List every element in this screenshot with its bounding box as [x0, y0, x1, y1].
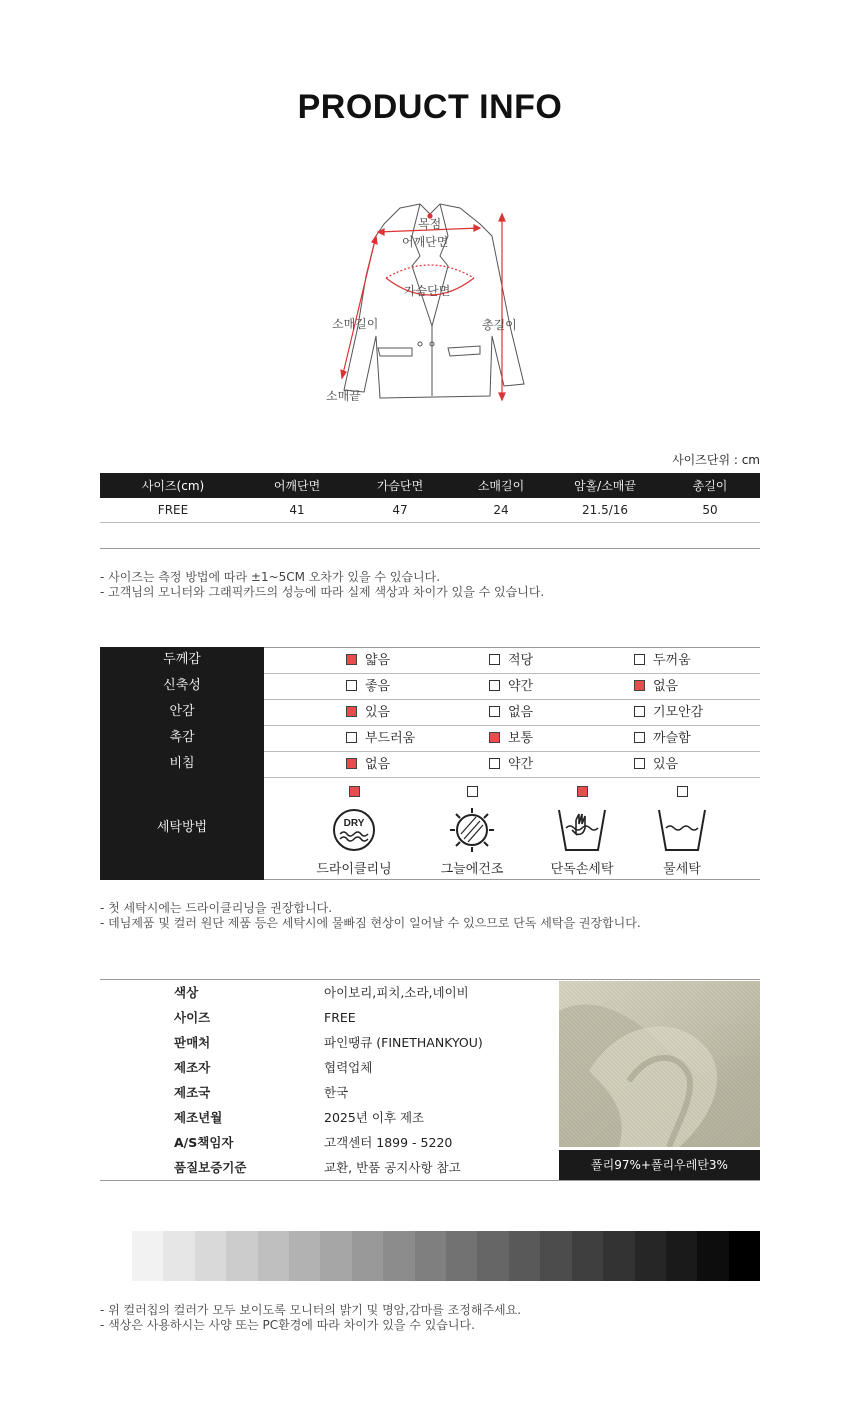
option-label: 없음 [653, 679, 679, 694]
gray-chip [635, 1231, 666, 1281]
info-key: 제조국 [174, 1085, 211, 1100]
option-label: 까슬함 [653, 731, 691, 746]
jacket-size-diagram [320, 196, 540, 416]
option-label: 없음 [508, 705, 534, 720]
info-key: 색상 [174, 985, 199, 1000]
gray-chip [132, 1231, 163, 1281]
gray-chip [163, 1231, 194, 1281]
cell-size: FREE [100, 498, 246, 522]
header-size: 사이즈(cm) [100, 473, 246, 498]
option [634, 700, 703, 726]
checkbox [489, 654, 500, 665]
color-notes [100, 1303, 521, 1333]
checkbox-checked [489, 732, 500, 743]
neck-label: 목점 [418, 217, 442, 231]
option-label: 약간 [508, 679, 534, 694]
checkbox [634, 706, 645, 717]
gray-chip [666, 1231, 697, 1281]
gray-chip [415, 1231, 446, 1281]
total-length-label: 총길이 [482, 318, 517, 332]
option-label: 없음 [365, 757, 391, 772]
header-shoulder: 어깨단면 [246, 473, 348, 498]
option [634, 648, 691, 674]
color-note: - 색상은 사용하시는 사양 또는 PC환경에 따라 차이가 있을 수 있습니다. [100, 1318, 475, 1332]
gray-chip [477, 1231, 508, 1281]
size-notes [100, 570, 544, 600]
option [634, 726, 691, 752]
wash-item-label: 단독손세탁 [550, 862, 614, 877]
info-key: A/S책임자 [174, 1135, 234, 1150]
checkbox [677, 786, 688, 797]
cell-armhole: 21.5/16 [550, 498, 660, 522]
table-row [100, 498, 760, 522]
fabric-row-label: 안감 [100, 699, 264, 726]
wash-notes [100, 901, 641, 931]
chest-label: 가슴단면 [404, 284, 451, 298]
fabric-row-label: 비침 [100, 751, 264, 778]
info-value: 2025년 이후 제조 [324, 1110, 425, 1125]
cell-chest: 47 [348, 498, 452, 522]
info-value: 고객센터 1899 - 5220 [324, 1135, 453, 1150]
checkbox [467, 786, 478, 797]
info-value: FREE [324, 1010, 356, 1025]
option [489, 674, 533, 700]
size-table-header [100, 473, 760, 498]
water-wash-icon [654, 806, 710, 852]
gray-chip [258, 1231, 289, 1281]
header-chest: 가슴단면 [348, 473, 452, 498]
option [346, 700, 390, 726]
wash-item [532, 778, 632, 880]
table-row-empty [100, 522, 760, 548]
checkbox [346, 680, 357, 691]
wash-item [422, 778, 522, 880]
option-label: 약간 [508, 757, 534, 772]
option [346, 752, 390, 778]
option-label: 보통 [508, 731, 534, 746]
option-label: 부드러움 [365, 731, 416, 746]
info-value: 교환, 반품 공지사항 참고 [324, 1160, 461, 1175]
gray-chip [195, 1231, 226, 1281]
checkbox-checked [577, 786, 588, 797]
sleeve-length-label: 소매길이 [332, 317, 379, 331]
header-sleeve: 소매길이 [452, 473, 550, 498]
gray-chip [572, 1231, 603, 1281]
size-unit-label: 사이즈단위 : cm [672, 453, 760, 467]
material-composition: 폴리97%+폴리우레탄3% [559, 1150, 760, 1180]
option [489, 726, 533, 752]
wash-item-label: 물세탁 [663, 862, 701, 877]
option [489, 752, 533, 778]
checkbox-checked [634, 680, 645, 691]
dry-clean-icon [326, 806, 382, 852]
gray-chip [697, 1231, 728, 1281]
checkbox [489, 758, 500, 769]
option [346, 674, 390, 700]
gray-chip [509, 1231, 540, 1281]
option-label: 좋음 [365, 679, 391, 694]
shoulder-label: 어깨단면 [402, 235, 449, 249]
gray-chip [352, 1231, 383, 1281]
cell-shoulder: 41 [246, 498, 348, 522]
checkbox [489, 706, 500, 717]
option-label: 두꺼움 [653, 653, 691, 668]
gray-chip [729, 1231, 760, 1281]
fabric-row-label: 신축성 [100, 673, 264, 700]
cell-sleeve: 24 [452, 498, 550, 522]
checkbox-checked [346, 706, 357, 717]
info-value: 파인땡큐 (FINETHANKYOU) [324, 1035, 483, 1050]
checkbox [489, 680, 500, 691]
option [346, 648, 390, 674]
option [634, 674, 678, 700]
wash-note: - 데님제품 및 컬러 원단 제품 등은 세탁시에 물빠짐 현상이 일어날 수 있으므로 단독 세탁을 권장합니다. [100, 916, 641, 930]
page-title: PRODUCT INFO [297, 88, 563, 126]
product-info-table [100, 979, 760, 1181]
option [346, 726, 415, 752]
header-armhole: 암홀/소매끝 [550, 473, 660, 498]
fabric-row-label: 촉감 [100, 725, 264, 752]
wash-item [304, 778, 404, 880]
info-value: 아이보리,피치,소라,네이비 [324, 985, 469, 1000]
wash-note: - 첫 세탁시에는 드라이클리닝을 권장합니다. [100, 901, 333, 915]
gray-chip [446, 1231, 477, 1281]
checkbox-checked [346, 758, 357, 769]
size-table [100, 473, 760, 549]
info-key: 제조년월 [174, 1110, 223, 1125]
sleeve-end-label: 소매끝 [326, 389, 361, 403]
wash-item-label: 그늘에건조 [440, 862, 504, 877]
info-value: 협력업체 [324, 1060, 373, 1075]
gray-chip [540, 1231, 571, 1281]
header-total: 총길이 [660, 473, 760, 498]
info-key: 판매처 [174, 1035, 211, 1050]
checkbox [634, 732, 645, 743]
option [634, 752, 678, 778]
fabric-row-stretch [100, 674, 760, 700]
fabric-swatch-image [559, 981, 760, 1147]
option-label: 기모안감 [653, 705, 704, 720]
checkbox-checked [346, 654, 357, 665]
fabric-row-sheer [100, 752, 760, 778]
checkbox-checked [349, 786, 360, 797]
fabric-row-thickness [100, 648, 760, 674]
checkbox [634, 758, 645, 769]
wash-item-label: 드라이클리닝 [316, 862, 392, 877]
wash-item [632, 778, 732, 880]
option-label: 적당 [508, 653, 534, 668]
cell-total: 50 [660, 498, 760, 522]
info-key: 품질보증기준 [174, 1160, 247, 1175]
checkbox [346, 732, 357, 743]
shade-dry-icon [444, 806, 500, 852]
fabric-row-label: 세탁방법 [100, 777, 264, 880]
fabric-row-touch [100, 726, 760, 752]
gray-scale-chart [132, 1231, 760, 1281]
option [489, 700, 533, 726]
size-note: - 고객님의 모니터와 그래픽카드의 성능에 따라 실제 색상과 차이가 있을 수 있습니다. [100, 585, 545, 599]
option-label: 있음 [653, 757, 679, 772]
option [489, 648, 533, 674]
gray-chip [603, 1231, 634, 1281]
gray-chip [226, 1231, 257, 1281]
gray-chip [320, 1231, 351, 1281]
color-note: - 위 컬러칩의 컬러가 모두 보이도록 모니터의 밝기 및 명암,감마를 조정해주세요. [100, 1303, 522, 1317]
info-key: 사이즈 [174, 1010, 211, 1025]
info-key: 제조자 [174, 1060, 211, 1075]
option-label: 있음 [365, 705, 391, 720]
gray-chip [289, 1231, 320, 1281]
fabric-table [100, 647, 760, 880]
gray-chip [383, 1231, 414, 1281]
wash-method-row [100, 778, 760, 880]
svg-text:DRY: DRY [343, 818, 365, 829]
fabric-row-label: 두께감 [100, 647, 264, 674]
option-label: 얇음 [365, 653, 391, 668]
size-note: - 사이즈는 측정 방법에 따라 ±1~5CM 오차가 있을 수 있습니다. [100, 570, 441, 584]
hand-wash-icon [554, 806, 610, 852]
fabric-row-lining [100, 700, 760, 726]
info-value: 한국 [324, 1085, 349, 1100]
checkbox [634, 654, 645, 665]
